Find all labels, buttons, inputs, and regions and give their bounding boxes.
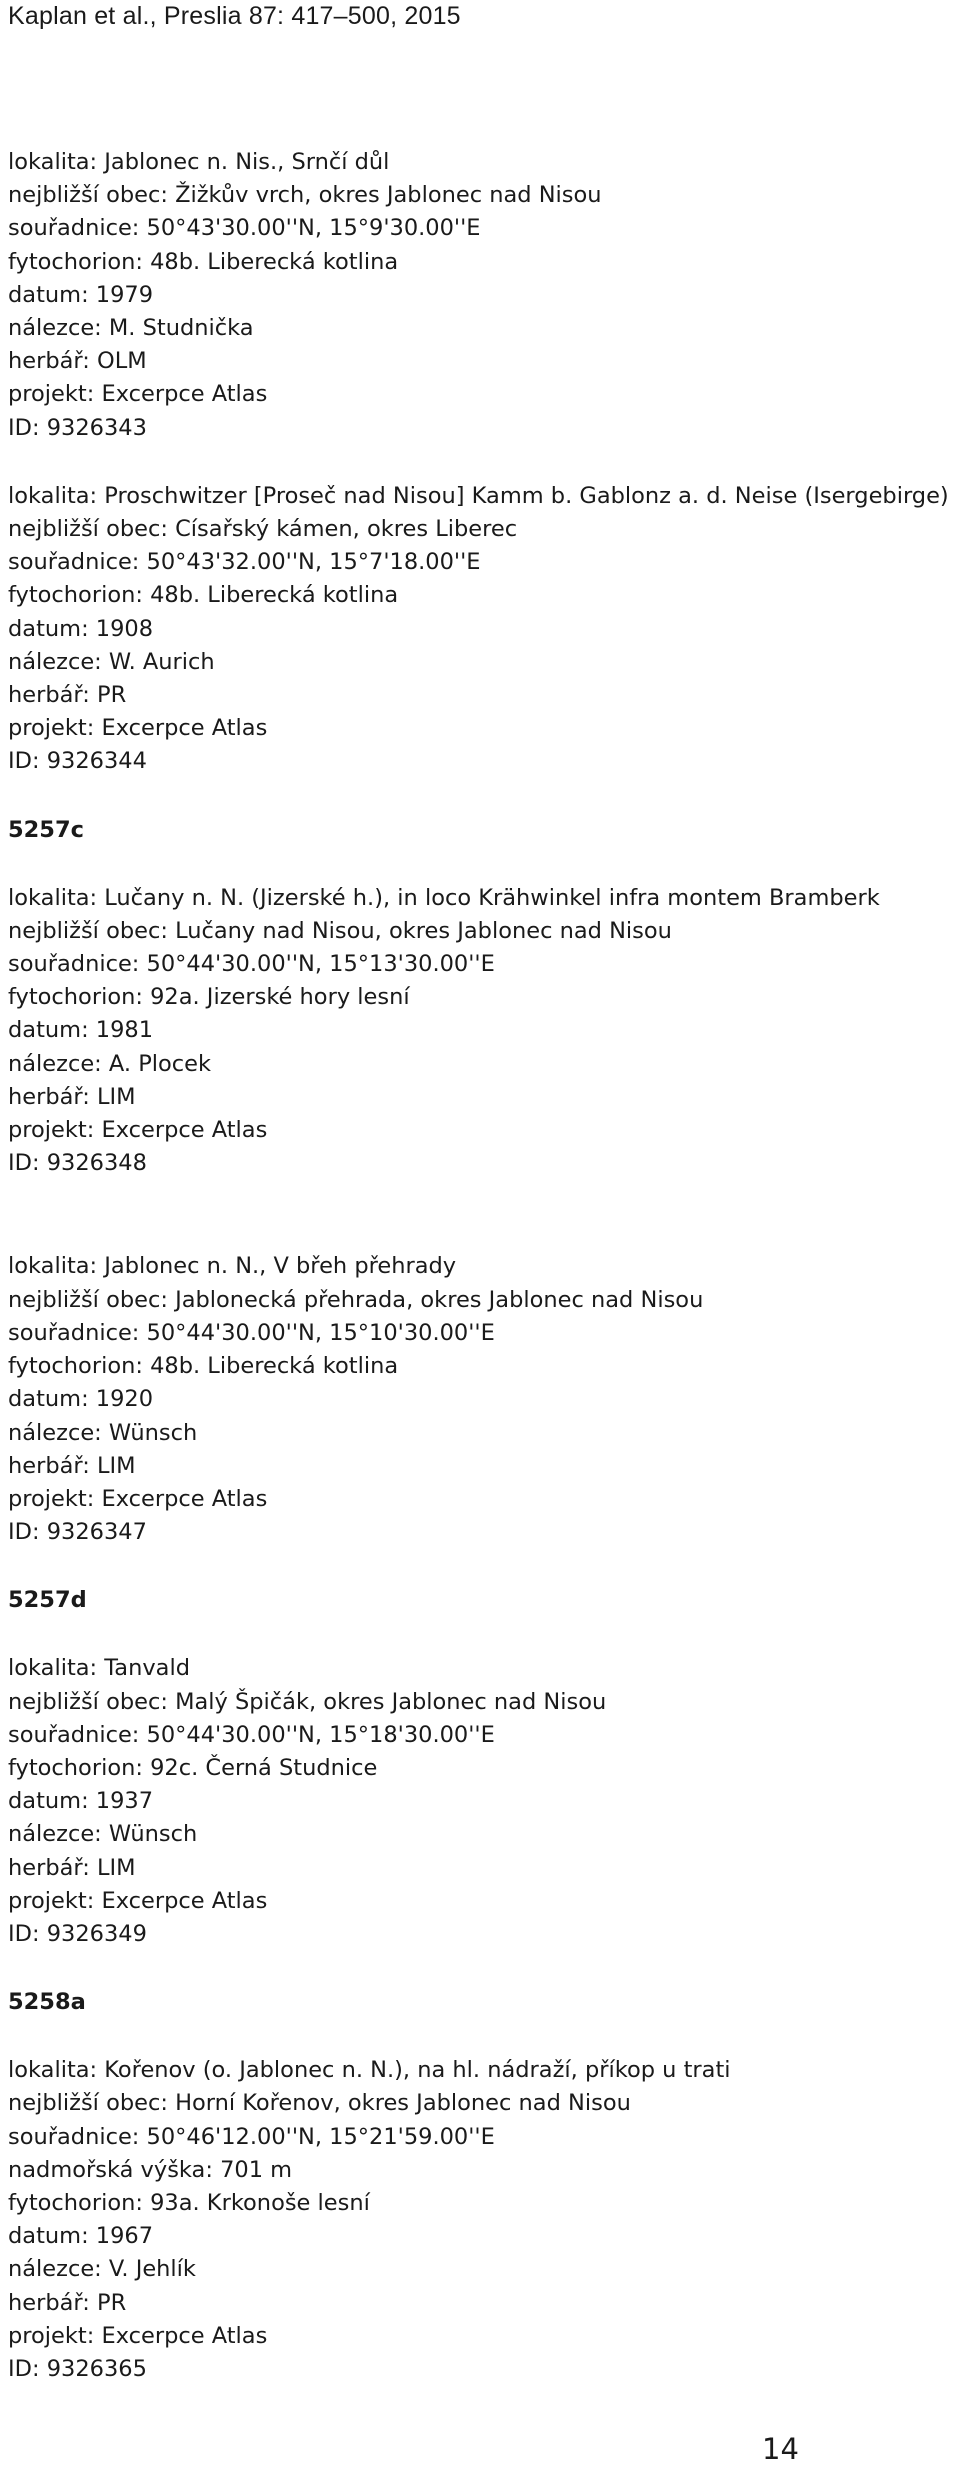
- record-id-line: ID: 9326344: [8, 748, 147, 775]
- nearest-municipality-line: nejbližší obec: Horní Kořenov, okres Jablonec nad Nisou: [8, 2090, 631, 2117]
- project-line: projekt: Excerpce Atlas: [8, 1117, 268, 1144]
- locality-line: lokalita: Jablonec n. Nis., Srnčí důl: [8, 149, 390, 175]
- record-id-line: ID: 9326365: [8, 2355, 147, 2382]
- record-entry: [8, 1250, 952, 1549]
- date-line: datum: 1937: [8, 1788, 154, 1815]
- record-id-line: ID: 9326347: [8, 1519, 147, 1546]
- document-body: [8, 146, 952, 2386]
- collector-line: nálezce: A. Plocek: [8, 1050, 212, 1077]
- grid-square-heading: 5257c: [8, 816, 84, 843]
- page-number: 14: [762, 2432, 799, 2466]
- date-line: datum: 1908: [8, 615, 154, 642]
- collector-line: nálezce: W. Aurich: [8, 648, 215, 675]
- locality-line: lokalita: Kořenov (o. Jablonec n. N.), na hl. nádraží, příkop u trati: [8, 2057, 731, 2084]
- herbarium-line: herbář: LIM: [8, 1452, 136, 1479]
- phytochorion-line: fytochorion: 48b. Liberecká kotlina: [8, 582, 399, 609]
- record-entry: [8, 882, 952, 1181]
- record-id-line: ID: 9326348: [8, 1150, 147, 1177]
- nearest-municipality-line: nejbližší obec: Lučany nad Nisou, okres Jablonec nad Nisou: [8, 917, 672, 944]
- record-entry: [8, 1652, 952, 1951]
- collector-line: nálezce: V. Jehlík: [8, 2256, 196, 2283]
- herbarium-line: herbář: LIM: [8, 1083, 136, 1110]
- record-id-line: ID: 9326349: [8, 1920, 147, 1947]
- grid-square-heading: 5258a: [8, 1989, 86, 2016]
- project-line: projekt: Excerpce Atlas: [8, 2322, 268, 2349]
- record-entry: [8, 146, 952, 445]
- coordinates-line: souřadnice: 50°43'32.00''N, 15°7'18.00''E: [8, 549, 481, 576]
- locality-line: lokalita: Tanvald: [8, 1655, 190, 1682]
- nearest-municipality-line: nejbližší obec: Císařský kámen, okres Liberec: [8, 516, 518, 543]
- collector-line: nálezce: M. Studnička: [8, 315, 254, 342]
- project-line: projekt: Excerpce Atlas: [8, 1887, 268, 1914]
- herbarium-line: herbář: PR: [8, 2289, 127, 2316]
- coordinates-line: souřadnice: 50°44'30.00''N, 15°18'30.00''E: [8, 1721, 495, 1748]
- collector-line: nálezce: Wünsch: [8, 1419, 198, 1446]
- locality-line: lokalita: Jablonec n. N., V břeh přehrady: [8, 1253, 457, 1280]
- altitude-line: nadmořská výška: 701 m: [8, 2156, 293, 2183]
- phytochorion-line: fytochorion: 48b. Liberecká kotlina: [8, 1353, 399, 1380]
- phytochorion-line: fytochorion: 93a. Krkonoše lesní: [8, 2189, 370, 2216]
- locality-line: lokalita: Lučany n. N. (Jizerské h.), in loco Krähwinkel infra montem Bramberk: [8, 884, 880, 911]
- date-line: datum: 1981: [8, 1017, 154, 1044]
- project-line: projekt: Excerpce Atlas: [8, 715, 268, 742]
- locality-line: lokalita: Proschwitzer [Proseč nad Nisou] Kamm b. Gablonz a. d. Neise (Isergebirge): [8, 482, 949, 509]
- collector-line: nálezce: Wünsch: [8, 1821, 198, 1848]
- coordinates-line: souřadnice: 50°46'12.00''N, 15°21'59.00''E: [8, 2123, 495, 2150]
- phytochorion-line: fytochorion: 92c. Černá Studnice: [8, 1754, 378, 1781]
- coordinates-line: souřadnice: 50°44'30.00''N, 15°10'30.00''E: [8, 1319, 495, 1346]
- grid-square-heading: 5257d: [8, 1587, 87, 1614]
- project-line: projekt: Excerpce Atlas: [8, 1485, 268, 1512]
- nearest-municipality-line: nejbližší obec: Malý Špičák, okres Jablonec nad Nisou: [8, 1688, 607, 1715]
- running-header: Kaplan et al., Preslia 87: 417–500, 2015: [8, 2, 461, 30]
- nearest-municipality-line: nejbližší obec: Žižkův vrch, okres Jablonec nad Nisou: [8, 182, 602, 209]
- herbarium-line: herbář: PR: [8, 682, 127, 709]
- coordinates-line: souřadnice: 50°43'30.00''N, 15°9'30.00''E: [8, 215, 481, 242]
- herbarium-line: herbář: LIM: [8, 1854, 136, 1881]
- coordinates-line: souřadnice: 50°44'30.00''N, 15°13'30.00''E: [8, 951, 495, 978]
- phytochorion-line: fytochorion: 92a. Jizerské hory lesní: [8, 984, 410, 1011]
- record-entry: [8, 2054, 952, 2386]
- nearest-municipality-line: nejbližší obec: Jablonecká přehrada, okres Jablonec nad Nisou: [8, 1286, 704, 1313]
- record-id-line: ID: 9326343: [8, 414, 147, 441]
- date-line: datum: 1967: [8, 2223, 154, 2250]
- date-line: datum: 1979: [8, 281, 154, 308]
- project-line: projekt: Excerpce Atlas: [8, 381, 268, 408]
- record-entry: [8, 480, 952, 779]
- date-line: datum: 1920: [8, 1386, 154, 1413]
- phytochorion-line: fytochorion: 48b. Liberecká kotlina: [8, 248, 399, 275]
- herbarium-line: herbář: OLM: [8, 348, 147, 375]
